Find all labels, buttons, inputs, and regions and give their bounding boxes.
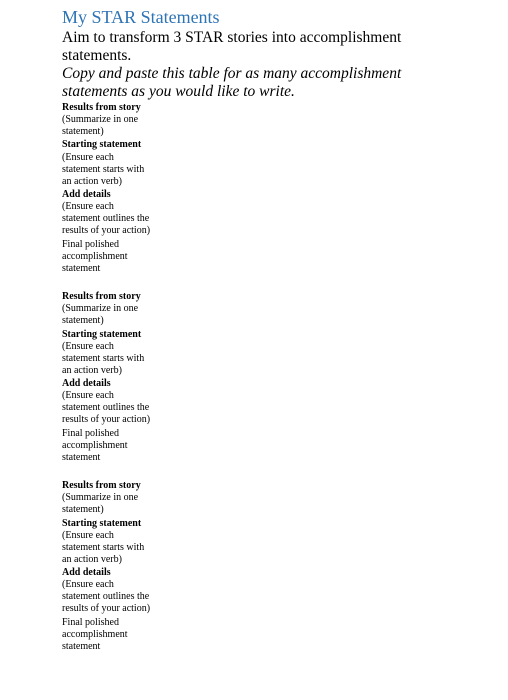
row-label: Add details	[62, 378, 111, 390]
starting-statement-row	[62, 139, 152, 189]
row-hint: (Ensure each statement starts with an action verb)	[62, 340, 145, 376]
starting-statement-row	[62, 329, 152, 379]
row-label: Starting statement	[62, 139, 142, 151]
star-table-3	[62, 480, 162, 654]
add-details-row	[62, 189, 152, 239]
row-hint: (Ensure each statement outlines the results of your action)	[62, 579, 151, 615]
document-page	[62, 0, 502, 669]
row-hint: (Summarize in one statement)	[62, 114, 139, 138]
row-label: Final polished accomplishment statement	[62, 616, 128, 652]
row-label: Final polished accomplishment statement	[62, 238, 128, 274]
row-hint: (Summarize in one statement)	[62, 492, 139, 516]
row-hint: (Summarize in one statement)	[62, 303, 139, 327]
final-statement-row	[62, 428, 152, 465]
page-title: My STAR Statements	[62, 7, 220, 27]
star-table-1	[62, 102, 162, 276]
row-label: Results from story	[62, 480, 141, 492]
final-statement-row	[62, 239, 152, 276]
row-label: Final polished accomplishment statement	[62, 427, 128, 463]
row-hint: (Ensure each statement starts with an action verb)	[62, 529, 145, 565]
results-row	[62, 291, 152, 328]
row-label: Add details	[62, 189, 111, 201]
row-label: Results from story	[62, 102, 141, 113]
results-row	[62, 102, 152, 139]
intro-text: Aim to transform 3 STAR stories into accomplishment statements.	[62, 29, 402, 64]
star-table-2	[62, 291, 162, 465]
add-details-row	[62, 567, 152, 617]
row-hint: (Ensure each statement outlines the results of your action)	[62, 390, 151, 426]
final-statement-row	[62, 617, 152, 654]
starting-statement-row	[62, 518, 152, 568]
instruction-note: Copy and paste this table for as many accomplishment statements as you would like to write.	[62, 65, 402, 100]
row-label: Add details	[62, 567, 111, 579]
add-details-row	[62, 378, 152, 428]
row-label: Starting statement	[62, 328, 142, 340]
row-hint: (Ensure each statement starts with an action verb)	[62, 151, 145, 187]
results-row	[62, 480, 152, 517]
row-label: Starting statement	[62, 517, 142, 529]
star-tables	[62, 102, 502, 654]
row-hint: (Ensure each statement outlines the results of your action)	[62, 201, 151, 237]
row-label: Results from story	[62, 291, 141, 303]
